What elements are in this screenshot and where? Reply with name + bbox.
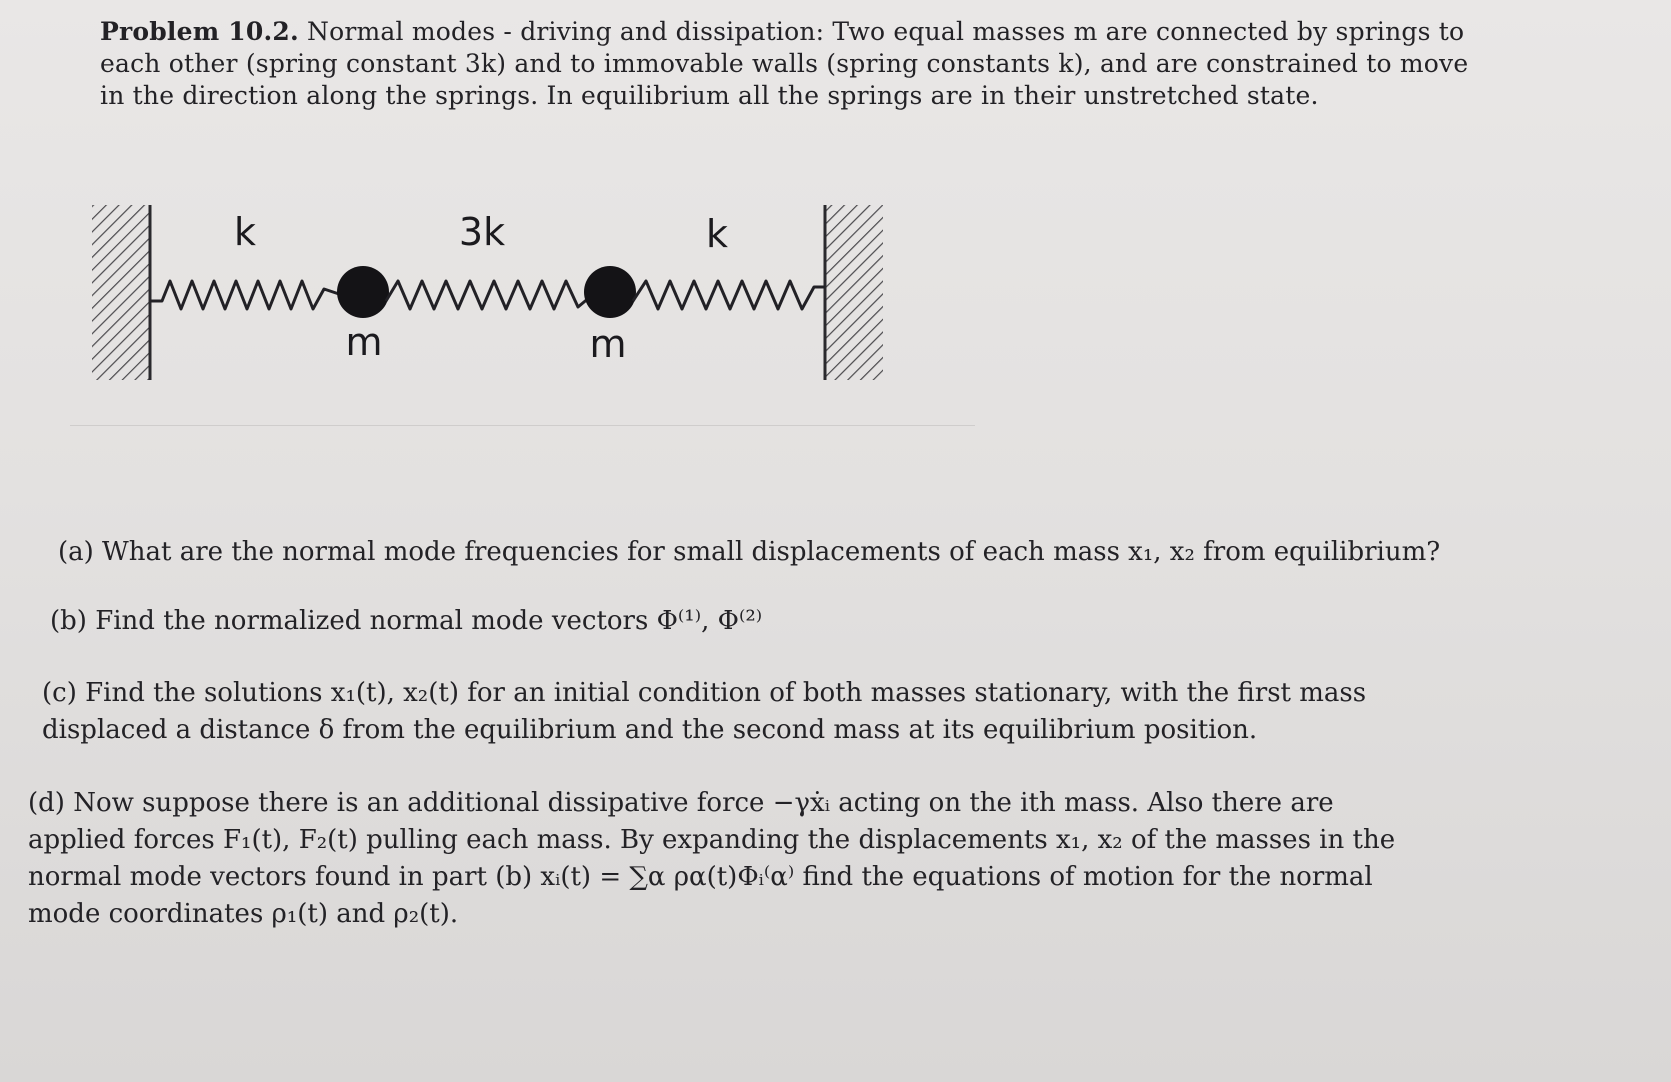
- question-c: [42, 675, 1366, 749]
- problem-statement: [100, 16, 1530, 112]
- question-c-line-1: (c) Find the solutions x₁(t), x₂(t) for an initial condition of both masses stationary, with the first mass: [42, 678, 1367, 708]
- question-d: [28, 785, 1395, 933]
- spring-middle-label: 3k: [458, 210, 506, 254]
- question-d-line-3: normal mode vectors found in part (b) xᵢ(t) = ∑α ρα(t)Φᵢ⁽α⁾ find the equations of motion for the normal: [28, 862, 1373, 892]
- left-wall-hatching: [92, 205, 150, 380]
- spring-right: [633, 281, 825, 309]
- mass-right-label: m: [589, 322, 627, 366]
- spring-left: [150, 281, 342, 309]
- spring-left-label: k: [233, 210, 257, 254]
- mass-left-label: m: [345, 320, 383, 364]
- spring-right-label: k: [705, 212, 729, 256]
- intro-text-1: Normal modes - driving and dissipation: Two equal masses m are connected by springs to: [307, 17, 1465, 46]
- mass-right: [584, 266, 636, 318]
- question-d-line-1: (d) Now suppose there is an additional dissipative force −γẋᵢ acting on the ith mass. Also there are: [28, 788, 1334, 818]
- intro-line-2: each other (spring constant 3k) and to immovable walls (spring constants k), and are constrained to move: [100, 49, 1469, 78]
- question-c-line-2: displaced a distance δ from the equilibrium and the second mass at its equilibrium position.: [42, 715, 1258, 745]
- spring-mass-diagram: [80, 205, 980, 435]
- intro-line-3: in the direction along the springs. In equilibrium all the springs are in their unstretched state.: [100, 81, 1319, 110]
- right-wall-hatching: [825, 205, 883, 380]
- question-d-line-4: mode coordinates ρ₁(t) and ρ₂(t).: [28, 899, 459, 929]
- intro-line-1: [100, 16, 1530, 48]
- question-d-line-2: applied forces F₁(t), F₂(t) pulling each mass. By expanding the displacements x₁, x₂ of the masses in the: [28, 825, 1396, 855]
- question-b-line-1: (b) Find the normalized normal mode vectors Φ⁽¹⁾, Φ⁽²⁾: [50, 606, 763, 636]
- question-a-line-1: (a) What are the normal mode frequencies for small displacements of each mass x₁, x₂ from equilibrium?: [58, 537, 1441, 567]
- spring-middle: [386, 281, 590, 309]
- spring-mass-svg: [80, 205, 980, 435]
- left-wall: [92, 205, 150, 380]
- mass-left: [337, 266, 389, 318]
- figure-divider: [70, 425, 975, 426]
- question-a: [58, 534, 1440, 571]
- right-wall: [825, 205, 883, 380]
- question-b: [50, 603, 762, 640]
- problem-heading: Problem 10.2.: [100, 17, 299, 46]
